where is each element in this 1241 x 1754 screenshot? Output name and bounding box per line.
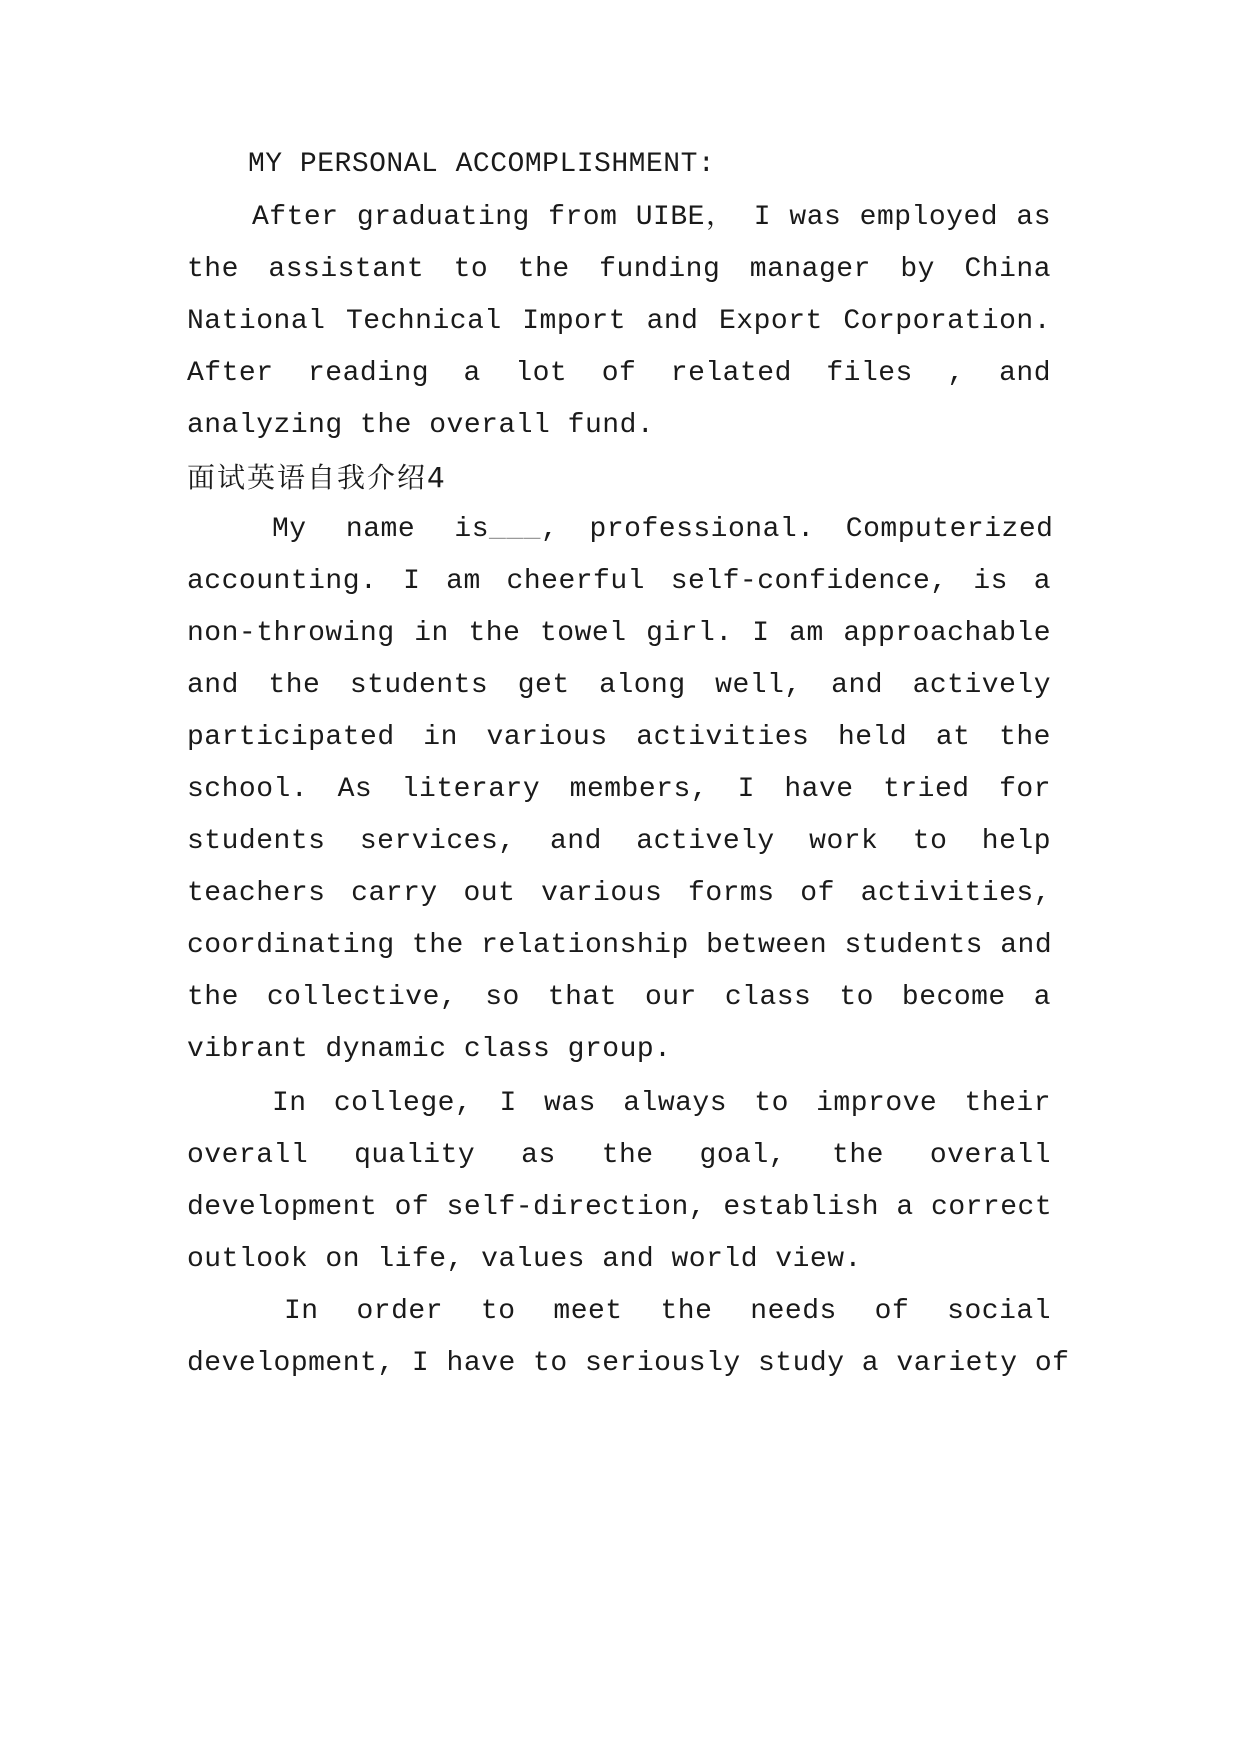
paragraph-line: In college, I was always to improve their: [272, 1088, 1051, 1119]
section-title: 面试英语自我介绍4: [187, 461, 447, 494]
paragraph-line: After graduating from UIBE， I was employed as: [252, 202, 1051, 233]
paragraph-line-end: , professional. Computerized: [540, 514, 1054, 545]
paragraph-line: outlook on life, values and world view.: [187, 1244, 862, 1275]
paragraph-line: In order to meet the needs of social: [284, 1296, 1051, 1327]
paragraph-line-start: My name is: [272, 514, 490, 545]
name-blank: ___: [489, 514, 541, 545]
paragraph-line: analyzing the overall fund.: [187, 410, 655, 441]
paragraph-line: teachers carry out various forms of activities,: [187, 878, 1051, 909]
paragraph-first-line: [272, 510, 1054, 550]
name-with-blank: [489, 510, 1053, 550]
paragraph-line: development of self-direction, establish a correct: [187, 1192, 1053, 1223]
paragraph-line: overall quality as the goal, the overall: [187, 1140, 1051, 1171]
paragraph-line: students services, and actively work to help: [187, 826, 1051, 857]
paragraph-line: school. As literary members, I have tried for: [187, 774, 1051, 805]
paragraph-line: development, I have to seriously study a variety of: [187, 1348, 1070, 1379]
paragraph-line: After reading a lot of related files , and: [187, 358, 1051, 389]
paragraph-line: coordinating the relationship between students and: [187, 930, 1053, 961]
paragraph-line: and the students get along well, and actively: [187, 670, 1051, 701]
section-heading: MY PERSONAL ACCOMPLISHMENT:: [248, 149, 716, 180]
paragraph-line: vibrant dynamic class group.: [187, 1034, 672, 1065]
paragraph-line: accounting. I am cheerful self-confidence, is a: [187, 566, 1051, 597]
paragraph-line: National Technical Import and Export Corporation.: [187, 306, 1051, 337]
paragraph-line: the assistant to the funding manager by China: [187, 254, 1051, 285]
paragraph-line: the collective, so that our class to become a: [187, 982, 1051, 1013]
paragraph-line: non-throwing in the towel girl. I am approachable: [187, 618, 1051, 649]
paragraph-line: participated in various activities held at the: [187, 722, 1051, 753]
